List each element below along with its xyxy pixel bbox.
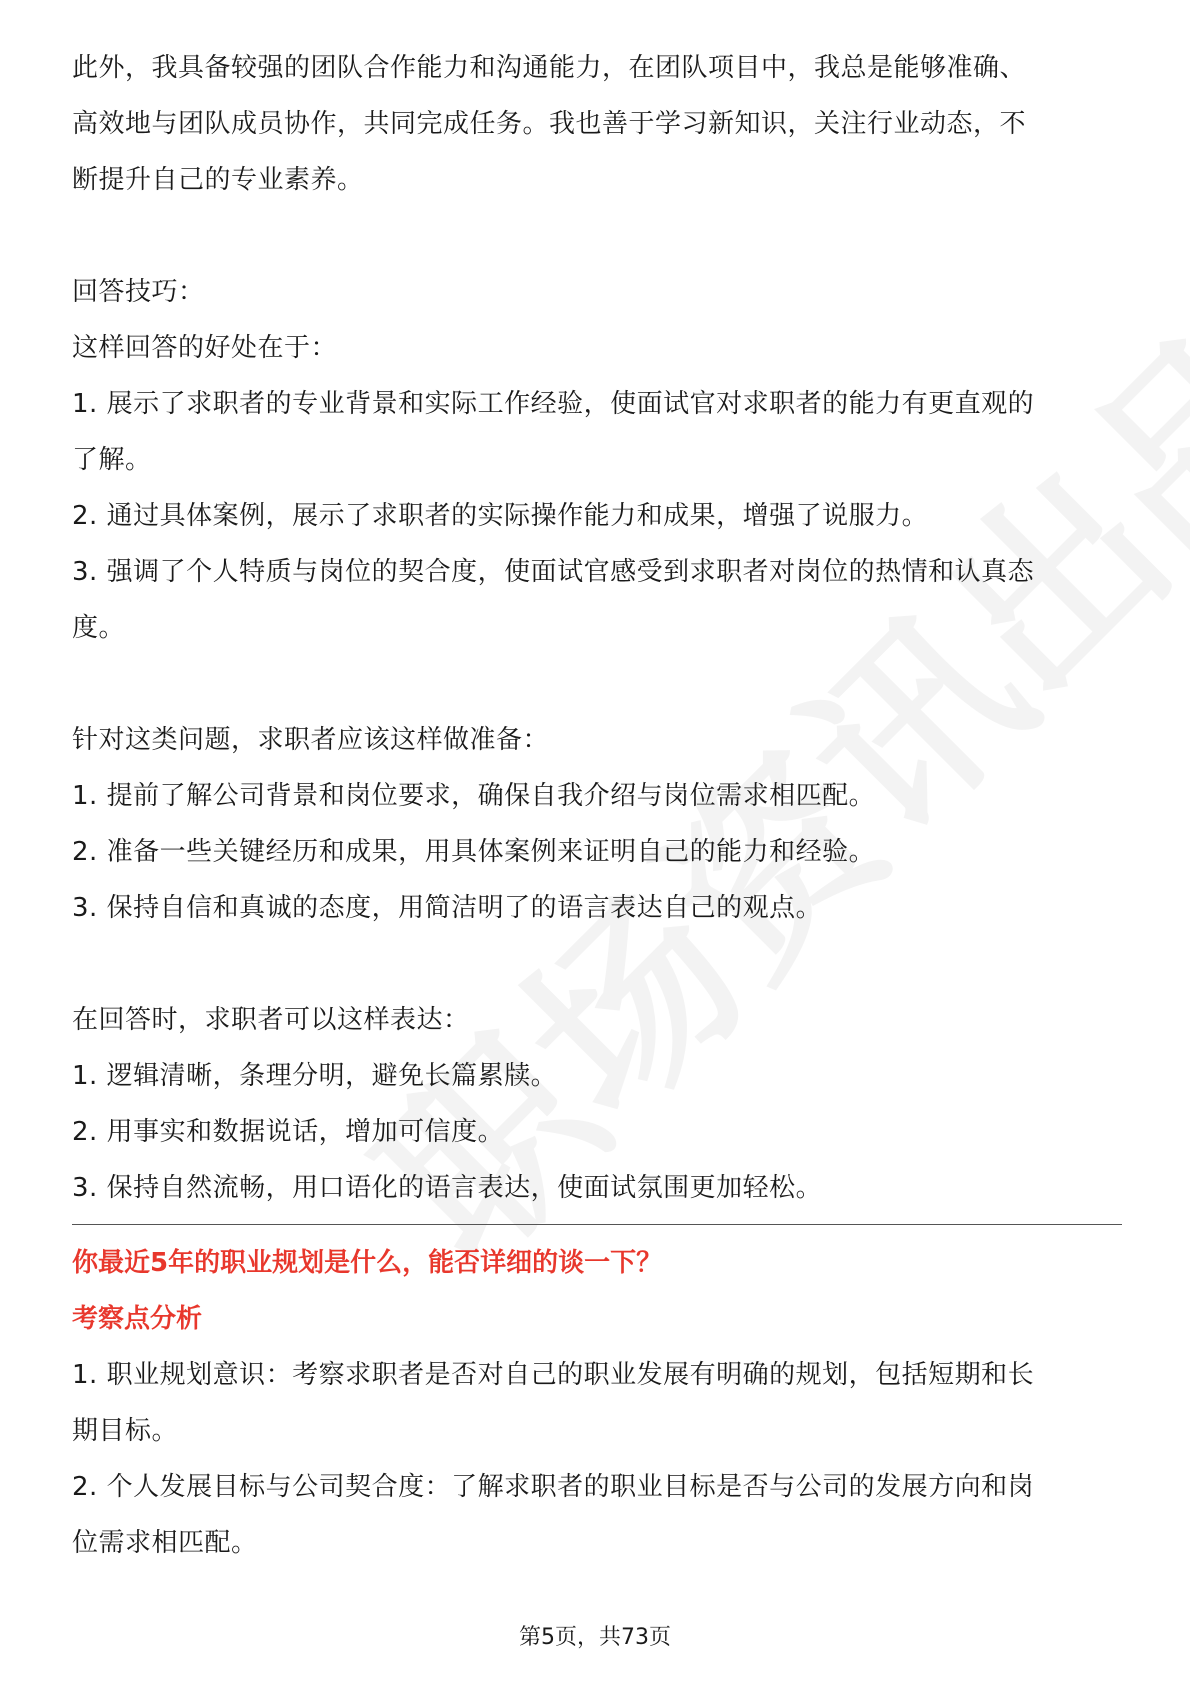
document-body xyxy=(72,40,1122,1571)
page-number: 第5页，共73页 xyxy=(519,1625,671,1650)
analysis-item: 1. 职业规划意识：考察求职者是否对自己的职业发展有明确的规划，包括短期和长 xyxy=(72,1360,1035,1390)
express-heading: 在回答时，求职者可以这样表达： xyxy=(72,1005,470,1035)
intro-line-2: 高效地与团队成员协作，共同完成任务。我也善于学习新知识，关注行业动态，不 xyxy=(72,109,1027,139)
prepare-heading: 针对这类问题，求职者应该这样做准备： xyxy=(72,725,550,755)
intro-line-3: 断提升自己的专业素养。 xyxy=(72,165,364,195)
prepare-item: 3. 保持自信和真诚的态度，用简洁明了的语言表达自己的观点。 xyxy=(72,893,823,923)
tips-item: 3. 强调了个人特质与岗位的契合度，使面试官感受到求职者对岗位的热情和认真态 xyxy=(72,557,1035,587)
analysis-item: 2. 个人发展目标与公司契合度：了解求职者的职业目标是否与公司的发展方向和岗 xyxy=(72,1472,1035,1502)
tips-item: 1. 展示了求职者的专业背景和实际工作经验，使面试官对求职者的能力有更直观的 xyxy=(72,389,1035,419)
prepare-item: 2. 准备一些关键经历和成果，用具体案例来证明自己的能力和经验。 xyxy=(72,837,876,867)
tips-item: 了解。 xyxy=(72,445,152,475)
question-title: 你最近5年的职业规划是什么，能否详细的谈一下？ xyxy=(72,1248,663,1278)
tips-item: 度。 xyxy=(72,613,126,643)
analysis-item: 位需求相匹配。 xyxy=(72,1528,258,1558)
express-item: 1. 逻辑清晰，条理分明，避免长篇累牍。 xyxy=(72,1061,558,1091)
express-item: 3. 保持自然流畅，用口语化的语言表达，使面试氛围更加轻松。 xyxy=(72,1173,823,1203)
analysis-heading: 考察点分析 xyxy=(72,1304,203,1334)
tips-item: 2. 通过具体案例，展示了求职者的实际操作能力和成果，增强了说服力。 xyxy=(72,501,929,531)
intro-line-1: 此外，我具备较强的团队合作能力和沟通能力，在团队项目中，我总是能够准确、 xyxy=(72,53,1027,83)
prepare-item: 1. 提前了解公司背景和岗位要求，确保自我介绍与岗位需求相匹配。 xyxy=(72,781,876,811)
section-divider xyxy=(72,1224,1122,1225)
analysis-item: 期目标。 xyxy=(72,1416,179,1446)
tips-sub-heading: 这样回答的好处在于： xyxy=(72,333,338,363)
express-item: 2. 用事实和数据说话，增加可信度。 xyxy=(72,1117,505,1147)
tips-heading: 回答技巧： xyxy=(72,277,205,307)
